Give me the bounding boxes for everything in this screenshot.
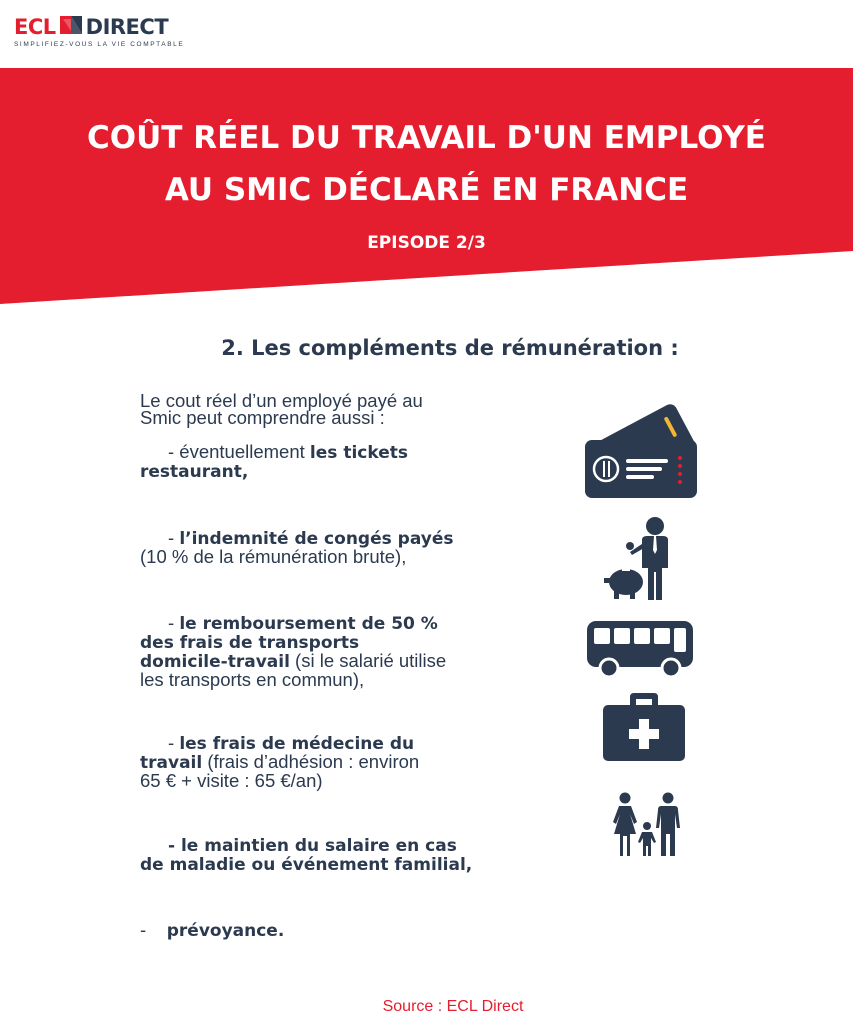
item-normal: (si le salarié utilise	[289, 650, 447, 671]
item-bold: de maladie ou événement familial,	[140, 855, 473, 875]
item-prefix: -	[168, 732, 180, 753]
piggy-bank-person-icon	[600, 516, 680, 607]
item-bold: des frais de transports	[140, 633, 360, 653]
logo-brand-left: ECL	[14, 15, 56, 39]
item-prefix: - éventuellement	[168, 441, 310, 462]
list-item-prevoyance	[140, 921, 284, 940]
item-normal: 65 € + visite : 65 €/an)	[140, 770, 323, 791]
item-bold: le remboursement de 50 %	[179, 614, 438, 634]
logo-brand-right: DIRECT	[85, 15, 169, 39]
item-normal: les transports en commun),	[140, 669, 365, 690]
logo-wordmark	[14, 16, 184, 38]
item-bold: restaurant,	[140, 462, 249, 482]
source-note: Source : ECL Direct	[382, 998, 524, 1015]
list-item-medecine	[140, 734, 419, 789]
intro-text	[140, 392, 423, 426]
page-title-line-1: COÛT RÉEL DU TRAVAIL D'UN EMPLOYÉ	[87, 120, 766, 156]
logo-mark-icon	[60, 16, 82, 38]
item-bold: prévoyance.	[166, 921, 285, 941]
item-bold: les tickets	[309, 443, 408, 463]
intro-line-1: Le cout réel d’un employé payé au	[140, 390, 423, 411]
list-item-conges	[140, 529, 454, 565]
item-prefix: -	[140, 919, 167, 940]
medical-kit-icon	[602, 691, 686, 768]
item-bold: l’indemnité de congés payés	[179, 529, 454, 549]
item-bold: domicile-travail	[140, 652, 290, 672]
page-title-line-2: AU SMIC DÉCLARÉ EN FRANCE	[164, 172, 689, 208]
bus-icon	[585, 619, 695, 684]
item-bold: les frais de médecine du	[179, 734, 415, 754]
item-bold: travail	[140, 753, 203, 773]
item-normal: (10 % de la rémunération brute),	[140, 546, 407, 567]
section-title: 2. Les compléments de rémunération :	[221, 336, 679, 360]
item-normal: (frais d’adhésion : environ	[202, 751, 420, 772]
list-item-transports	[140, 614, 446, 688]
item-bold: - le maintien du salaire en cas	[168, 836, 457, 856]
item-prefix: -	[168, 612, 180, 633]
ticket-icon	[582, 400, 700, 505]
list-item-tickets	[140, 443, 408, 481]
intro-line-2: Smic peut comprendre aussi :	[140, 407, 385, 428]
list-item-maintien-salaire	[140, 836, 472, 874]
logo	[14, 16, 184, 48]
family-icon	[610, 792, 684, 863]
page-title	[0, 112, 853, 216]
episode-label: EPISODE 2/3	[367, 233, 486, 253]
item-prefix: -	[168, 527, 180, 548]
logo-tagline: SIMPLIFIEZ-VOUS LA VIE COMPTABLE	[14, 41, 185, 48]
